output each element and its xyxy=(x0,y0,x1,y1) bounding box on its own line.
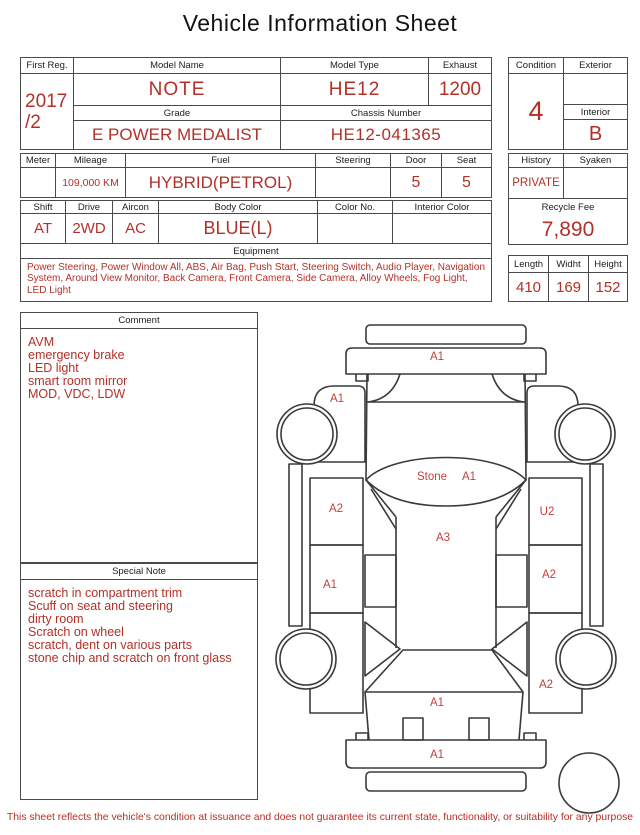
left-sill-shape xyxy=(289,464,302,626)
damage-label-right-front-door: U2 xyxy=(539,506,555,518)
history-recycle-panel xyxy=(508,153,628,245)
vehicle-identity-table xyxy=(20,57,492,150)
recycle-fee-value: 7,890 xyxy=(541,218,595,241)
drive-label: Drive xyxy=(66,201,113,214)
front-bumper-strip-shape xyxy=(366,325,526,344)
rear-bumper-tabs xyxy=(356,733,536,740)
pillar-lines xyxy=(365,480,527,676)
syaken-value xyxy=(564,168,627,199)
aircon-label: Aircon xyxy=(113,201,159,214)
history-value: PRIVATE xyxy=(509,168,564,199)
first-reg-value xyxy=(21,74,74,149)
damage-label-roof: A3 xyxy=(435,532,451,544)
special-note-line: Scratch on wheel xyxy=(28,624,124,639)
front-bumper-shape xyxy=(346,348,546,374)
grade-value: E POWER MEDALIST xyxy=(74,121,281,149)
special-note-line: stone chip and scratch on front glass xyxy=(28,650,232,665)
condition-value: 4 xyxy=(509,74,564,149)
model-type-label: Model Type xyxy=(281,58,429,74)
recycle-fee-label: Recycle Fee xyxy=(541,202,595,213)
equipment-text: Power Steering, Power Window All, ABS, Air Bag, Push Start, Steering Switch, Audio Player, Navigation System, Around View Monitor, Back Camera, Front Camera, Side Camera, Alloy Wheels, Fog Light, LED Light xyxy=(27,262,486,296)
damage-label-windshield-stone: Stone xyxy=(416,471,448,483)
special-note-box xyxy=(20,563,258,800)
height-label: Height xyxy=(589,256,627,273)
spare-wheel xyxy=(559,753,619,813)
meter-value xyxy=(21,168,56,197)
comment-line: MOD, VDC, LDW xyxy=(28,386,126,401)
rear-left-wheel xyxy=(276,629,336,689)
special-note-line: scratch, dent on various parts xyxy=(28,637,192,652)
special-note-line: dirty room xyxy=(28,611,84,626)
damage-label-right-rear-quarter: A2 xyxy=(538,679,554,691)
seat-label: Seat xyxy=(442,154,491,168)
damage-label-right-rear-door: A2 xyxy=(541,569,557,581)
comment-line: emergency brake xyxy=(28,347,125,362)
special-note-line: Scuff on seat and steering xyxy=(28,598,174,613)
interior-color-value xyxy=(393,214,491,244)
aircon-value: AC xyxy=(113,214,159,244)
right-sill-shape xyxy=(590,464,603,626)
interior-color-label: Interior Color xyxy=(393,201,491,214)
damage-label-left-rear-door: A1 xyxy=(322,579,338,591)
first-reg-year: 2017 xyxy=(25,90,68,112)
comment-box xyxy=(20,312,258,563)
first-reg-month: /2 xyxy=(25,111,41,133)
dimensions-panel xyxy=(508,255,628,302)
meter-label: Meter xyxy=(21,154,56,168)
damage-label-trunk: A1 xyxy=(429,697,445,709)
comment-header: Comment xyxy=(21,313,257,329)
chassis-number-value: HE12-041365 xyxy=(330,125,442,144)
meter-fuel-table xyxy=(20,153,492,198)
height-value: 152 xyxy=(595,278,621,296)
mileage-value: 109,000 KM xyxy=(56,168,126,197)
special-note-header: Special Note xyxy=(21,564,257,580)
body-color-label: Body Color xyxy=(159,201,318,214)
body-color-value: BLUE(L) xyxy=(159,214,318,244)
steering-value xyxy=(316,168,391,197)
exhaust-label: Exhaust xyxy=(429,58,491,74)
hood-shape xyxy=(366,374,526,480)
mileage-label: Mileage xyxy=(56,154,126,168)
width-label: Widht xyxy=(549,256,589,273)
fuel-label: Fuel xyxy=(126,154,316,168)
condition-label: Condition xyxy=(509,58,564,74)
interior-value: B xyxy=(588,123,603,145)
steering-label: Steering xyxy=(316,154,391,168)
damage-label-rear-bumper: A1 xyxy=(429,749,445,761)
grade-label: Grade xyxy=(74,106,281,121)
color-no-label: Color No. xyxy=(318,201,393,214)
fuel-value: HYBRID(PETROL) xyxy=(126,168,316,197)
rear-bumper-strip-shape xyxy=(366,772,526,791)
page-title: Vehicle Information Sheet xyxy=(182,10,458,36)
door-value: 5 xyxy=(391,168,442,197)
history-label: History xyxy=(509,154,564,168)
rear-bumper-shape xyxy=(346,740,546,768)
exhaust-value: 1200 xyxy=(429,74,491,106)
chassis-number-label: Chassis Number xyxy=(281,106,491,121)
length-value: 410 xyxy=(509,273,549,301)
length-label: Length xyxy=(509,256,549,273)
damage-label-front-bumper: A1 xyxy=(429,351,445,363)
equipment-label: Equipment xyxy=(21,244,491,259)
seat-value: 5 xyxy=(462,173,471,191)
door-label: Door xyxy=(391,154,442,168)
exterior-value xyxy=(564,74,627,105)
drive-value: 2WD xyxy=(66,214,113,244)
right-front-door-shape xyxy=(529,478,582,545)
width-value: 169 xyxy=(549,273,589,301)
special-note-body xyxy=(21,580,257,671)
comment-line: AVM xyxy=(28,335,55,349)
car-damage-diagram xyxy=(270,312,640,817)
comment-line: LED light xyxy=(28,360,79,375)
front-bumper-tabs xyxy=(356,374,536,381)
exterior-label: Exterior xyxy=(564,58,627,74)
damage-label-left-front-door: A2 xyxy=(328,503,344,515)
rear-window-shape xyxy=(365,650,523,692)
front-right-wheel xyxy=(555,404,615,464)
first-reg-label: First Reg. xyxy=(21,58,74,74)
disclaimer-text: This sheet reflects the vehicle's condition at issuance and does not guarantee its current state, functionality, or suitability for any purpose xyxy=(6,812,634,823)
special-note-line: scratch in compartment trim xyxy=(28,586,183,600)
color-no-value xyxy=(318,214,393,244)
damage-label-windshield: A1 xyxy=(461,471,477,483)
interior-label: Interior xyxy=(564,105,627,120)
condition-panel xyxy=(508,57,628,150)
model-name-label: Model Name xyxy=(74,58,281,74)
shift-label: Shift xyxy=(21,201,66,214)
model-type-value: HE12 xyxy=(281,74,429,106)
comment-body xyxy=(21,329,257,408)
damage-label-left-front-fender: A1 xyxy=(329,393,345,405)
front-left-wheel xyxy=(277,404,337,464)
rear-right-wheel xyxy=(556,629,616,689)
shift-value: AT xyxy=(21,214,66,244)
drivetrain-equipment-table xyxy=(20,200,492,302)
model-name-value: NOTE xyxy=(74,74,281,106)
syaken-label: Syaken xyxy=(564,154,627,168)
comment-line: smart room mirror xyxy=(28,373,128,388)
